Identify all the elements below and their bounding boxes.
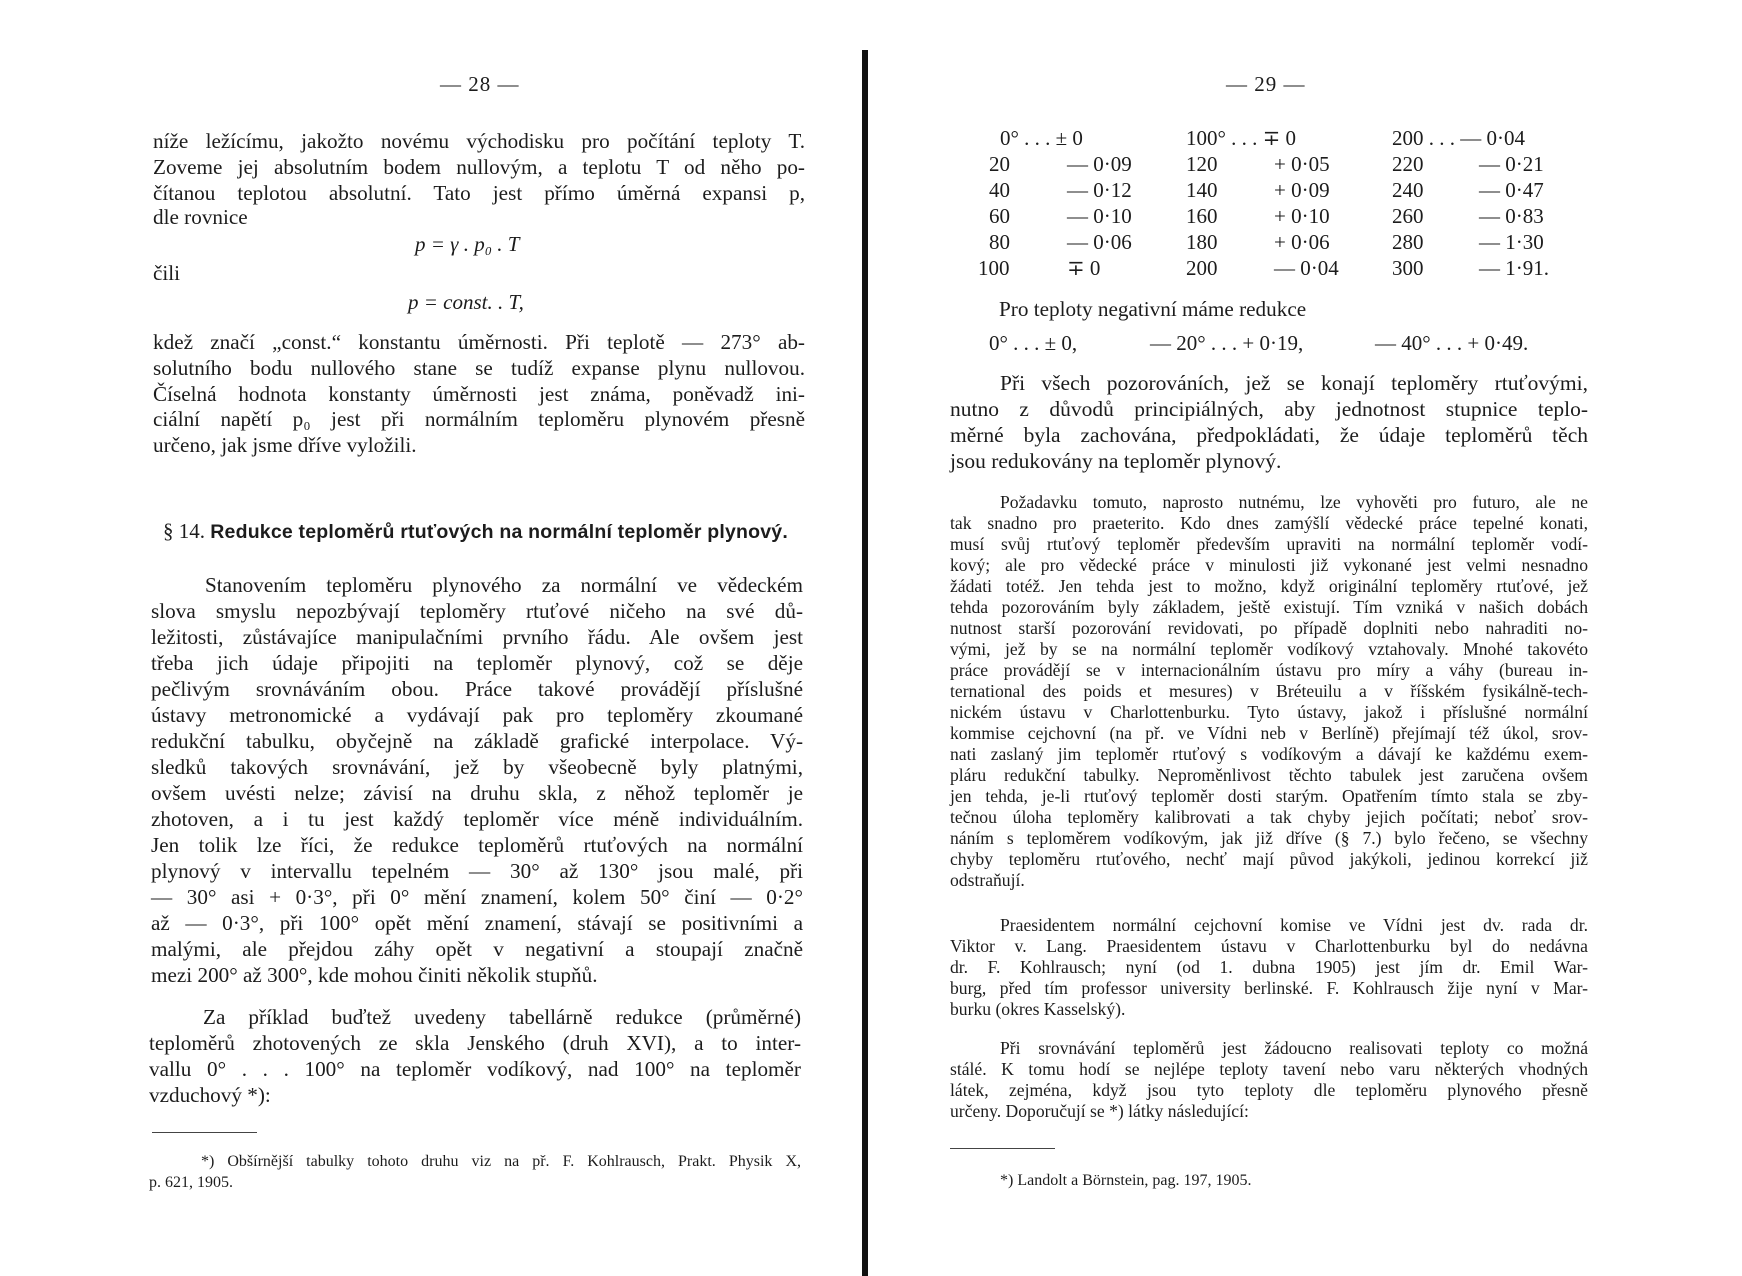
small-text-line: tečnou úloha teploměry kalibrovati a tak chyby jejich počítati; neboť srov- <box>950 807 1588 827</box>
text-line: určeno, jak jsme dříve vyložili. <box>153 433 417 457</box>
left-page <box>0 0 862 1276</box>
negative-value: — 20° . . . + 0·19, <box>1150 331 1304 355</box>
text-line: Pro teploty negativní máme redukce <box>999 297 1307 321</box>
small-text-line: náním s teploměrem vodíkovým, jak již dříve (§ 7.) bylo řečeno, se všechny <box>950 828 1588 848</box>
table-cell: 80 <box>989 230 1010 254</box>
table-cell: 40 <box>989 178 1010 202</box>
text-line: níže ležícímu, jakožto novému východisku pro počítání teploty T. <box>153 129 805 153</box>
table-cell: — 0·09 <box>1067 152 1132 176</box>
table-cell: + 0·05 <box>1274 152 1330 176</box>
table-cell: 20 <box>989 152 1010 176</box>
text-line: kdež značí „const.“ konstantu úměrnosti. Při teplotě — 273° ab- <box>153 330 805 354</box>
text-line: ústavy metronomické a vydávají pak pro teploměry zkoumané <box>151 703 803 727</box>
table-cell: + 0·09 <box>1274 178 1330 202</box>
small-text-line: vými, jež by se na normální teploměr vodíkový vztahovaly. Mnohé takovéto <box>950 639 1588 659</box>
text-line: Číselná hodnota konstanty úměrnosti jest známa, poněvadž ini- <box>153 382 805 406</box>
table-cell: + 0·10 <box>1274 204 1330 228</box>
small-text-line: Při srovnávání teploměrů jest žádoucno realisovati teploty co možná <box>1000 1038 1588 1058</box>
table-cell: 0° . . . ± 0 <box>1000 126 1083 150</box>
small-text-line: látek, zejména, když jsou tyto teploty dle teploměru plynového přesně <box>950 1080 1588 1100</box>
footnote: *) Landolt a Börnstein, pag. 197, 1905. <box>1000 1172 1252 1189</box>
table-cell: 100 <box>978 256 1010 280</box>
page-number-right: — 29 — <box>1226 72 1306 96</box>
table-cell: — 1·30 <box>1479 230 1544 254</box>
text-line: plynový v intervallu tepelném — 30° až 130° jsou malé, při <box>151 859 803 883</box>
footnote-line: p. 621, 1905. <box>149 1174 233 1191</box>
text-line: redukční tabulku, obyčejně na základě grafické interpolace. Vý- <box>151 729 803 753</box>
text-line: Za příklad buďtež uvedeny tabellárně redukce (průměrné) <box>203 1005 801 1029</box>
text-line: — 30° asi + 0·3°, při 0° mění znamení, kolem 50° činí — 0·2° <box>151 885 803 909</box>
small-text-line: tak snadno pro praeterito. Kdo dnes zamýšlí vědecké práce tepelné konati, <box>950 513 1588 533</box>
section-mark: § 14. <box>163 519 205 543</box>
small-text-line: Viktor v. Lang. Praesidentem ústavu v Charlottenburku byl do nedávna <box>950 936 1588 956</box>
small-text-line: žádati totéž. Jen tehda jest to možno, když originální teploměry rtuťové, jež <box>950 576 1588 596</box>
table-cell: — 0·21 <box>1479 152 1544 176</box>
text-line: mezi 200° až 300°, kde mohou činiti několik stupňů. <box>151 963 598 987</box>
table-cell: 60 <box>989 204 1010 228</box>
text-line: vallu 0° . . . 100° na teploměr vodíkový, nad 100° na teploměr <box>149 1057 801 1081</box>
small-text-line: práce provádějí se v internacionálním ústavu pro míry a váhy (bureau in- <box>950 660 1588 680</box>
text-line: teploměrů zhotovených ze skla Jenského (druh XVI), a to inter- <box>149 1031 801 1055</box>
table-cell: 160 <box>1186 204 1218 228</box>
small-text-line: stálé. K tomu hodí se nejlépe teploty tavení nebo varu některých vhodných <box>950 1059 1588 1079</box>
text-line: slova smyslu nepozbývají teploměry rtuťové ničeho na své dů- <box>151 599 803 623</box>
text-line: Stanovením teploměru plynového za normální ve vědeckém <box>205 573 803 597</box>
table-cell: — 0·04 <box>1274 256 1339 280</box>
text-line: pečlivým srovnáváním obou. Práce takové provádějí příslušné <box>151 677 803 701</box>
text-line: ciální napětí p₀ jest při normálním teploměru plynovém přesně <box>153 407 805 431</box>
small-text-line: musí svůj rtuťový teploměr především upraviti na normální teploměr vodí- <box>950 534 1588 554</box>
table-cell: 180 <box>1186 230 1218 254</box>
footnote-rule <box>950 1148 1055 1149</box>
table-cell: — 1·91. <box>1479 256 1549 280</box>
table-cell: — 0·06 <box>1067 230 1132 254</box>
small-text-line: tehda pozorováním byly základem, ještě existují. Tím vzniká v našich dobách <box>950 597 1588 617</box>
section-heading <box>163 519 788 544</box>
small-text-line: dr. F. Kohlrausch; nyní (od 1. dubna 1905) jest jím dr. Emil War- <box>950 957 1588 977</box>
small-text-line: nati zaslaný jim teploměr rtuťový s vodíkovým a dávají ke každému exem- <box>950 744 1588 764</box>
text-line: ovšem uvésti nelze; závisí na druhu skla, z něhož teploměr je <box>151 781 803 805</box>
text-line: třeba jich údaje připojiti na teploměr plynový, což se děje <box>151 651 803 675</box>
small-text-line: nutnost starší pozorování revidovati, po případě doplniti nebo nahraditi no- <box>950 618 1588 638</box>
small-text-line: kommise cejchovní (na př. ve Vídni neb v Berlíně) přejímají též úkol, srov- <box>950 723 1588 743</box>
text-line: Zoveme jej absolutním bodem nullovým, a teplotu T od něho po- <box>153 155 805 179</box>
text-line: malými, ale přejdou záhy opět v negativní a stoupají značně <box>151 937 803 961</box>
text-line: čítanou teplotou absolutní. Tato jest přímo úměrná expansi p, <box>153 181 805 205</box>
negative-value: 0° . . . ± 0, <box>989 331 1078 355</box>
table-cell: — 0·47 <box>1479 178 1544 202</box>
small-text-line: burg, před tím professor university berlinské. F. Kohlrausch žije nyní v Mar- <box>950 978 1588 998</box>
small-text-line: Požadavku tomuto, naprosto nutnému, lze vyhověti pro futuro, ale ne <box>1000 492 1588 512</box>
footnote-line: *) Obšírnější tabulky tohoto druhu viz na př. F. Kohlrausch, Prakt. Physik X, <box>201 1153 801 1170</box>
table-cell: — 0·12 <box>1067 178 1132 202</box>
small-text-line: jen tehda, je-li rtuťový teploměr dosti starým. Opatřením tímto stala se zby- <box>950 786 1588 806</box>
text-line: jsou redukovány na teploměr plynový. <box>950 449 1282 473</box>
small-text-line: určeny. Doporučují se *) látky následující: <box>950 1101 1249 1121</box>
section-title: Redukce teploměrů rtuťových na normální teploměr plynový. <box>210 521 788 543</box>
text-line: až — 0·3°, při 100° opět mění znamení, stávají se positivními a <box>151 911 803 935</box>
table-cell: 300 <box>1392 256 1424 280</box>
page-number-left: — 28 — <box>440 72 520 96</box>
table-cell: ∓ 0 <box>1067 256 1101 280</box>
small-text-line: kový; ale pro vědecké práce v minulosti již vykonané jest velmi nesnadno <box>950 555 1588 575</box>
equation: p = γ . p₀ . T <box>415 232 520 256</box>
small-text-line: pláru redukční tabulky. Neproměnlivost těchto tabulek jest zaručena ovšem <box>950 765 1588 785</box>
text-line: čili <box>153 261 181 285</box>
text-line: měrné byla zachována, předpokládati, že údaje teploměrů těch <box>950 423 1588 447</box>
text-line: ležitosti, zůstávajíce manipulačními prvního řádu. Ale ovšem jest <box>151 625 803 649</box>
small-text-line: nickém ústavu v Charlottenburku. Tyto ústavy, jakož i příslušné normální <box>950 702 1588 722</box>
table-cell: 200 . . . — 0·04 <box>1392 126 1525 150</box>
text-line: nutno z důvodů principiálných, aby jednotnost stupnice teplo- <box>950 397 1588 421</box>
table-cell: 260 <box>1392 204 1424 228</box>
table-cell: 120 <box>1186 152 1218 176</box>
table-cell: 280 <box>1392 230 1424 254</box>
text-line: vzduchový *): <box>149 1083 271 1107</box>
text-line: sledků takových srovnávání, jež by všeobecně byly platnými, <box>151 755 803 779</box>
table-cell: — 0·83 <box>1479 204 1544 228</box>
table-cell: 200 <box>1186 256 1218 280</box>
text-line: Při všech pozorováních, jež se konají teploměry rtuťovými, <box>1000 371 1588 395</box>
table-cell: + 0·06 <box>1274 230 1330 254</box>
footnote-rule <box>152 1132 257 1133</box>
table-cell: 140 <box>1186 178 1218 202</box>
right-page <box>870 0 1742 1276</box>
text-line: dle rovnice <box>153 205 248 229</box>
text-line: Jen tolik lze říci, že redukce teploměrů rtuťových na normální <box>151 833 803 857</box>
small-text-line: burku (okres Kasselský). <box>950 999 1126 1019</box>
page-gutter <box>862 50 868 1276</box>
text-line: solutního bodu nullového stane se tudíž expanse plynu nullovou. <box>153 356 805 380</box>
table-cell: 240 <box>1392 178 1424 202</box>
small-text-line: ternational des poids et mesures) v Bréteuilu a v říšském fysikálně-tech- <box>950 681 1588 701</box>
equation: p = const. . T, <box>408 290 524 314</box>
text-line: zhotoven, a i tu jest každý teploměr více méně individuálním. <box>151 807 803 831</box>
small-text-line: Praesidentem normální cejchovní komise ve Vídni jest dv. rada dr. <box>1000 915 1588 935</box>
small-text-line: odstraňují. <box>950 870 1025 890</box>
table-cell: 100° . . . ∓ 0 <box>1186 126 1296 150</box>
negative-value: — 40° . . . + 0·49. <box>1375 331 1529 355</box>
table-cell: 220 <box>1392 152 1424 176</box>
table-cell: — 0·10 <box>1067 204 1132 228</box>
small-text-line: chyby teploměru rtuťového, nechť mají původ jakýkoli, jedinou korrekcí již <box>950 849 1588 869</box>
